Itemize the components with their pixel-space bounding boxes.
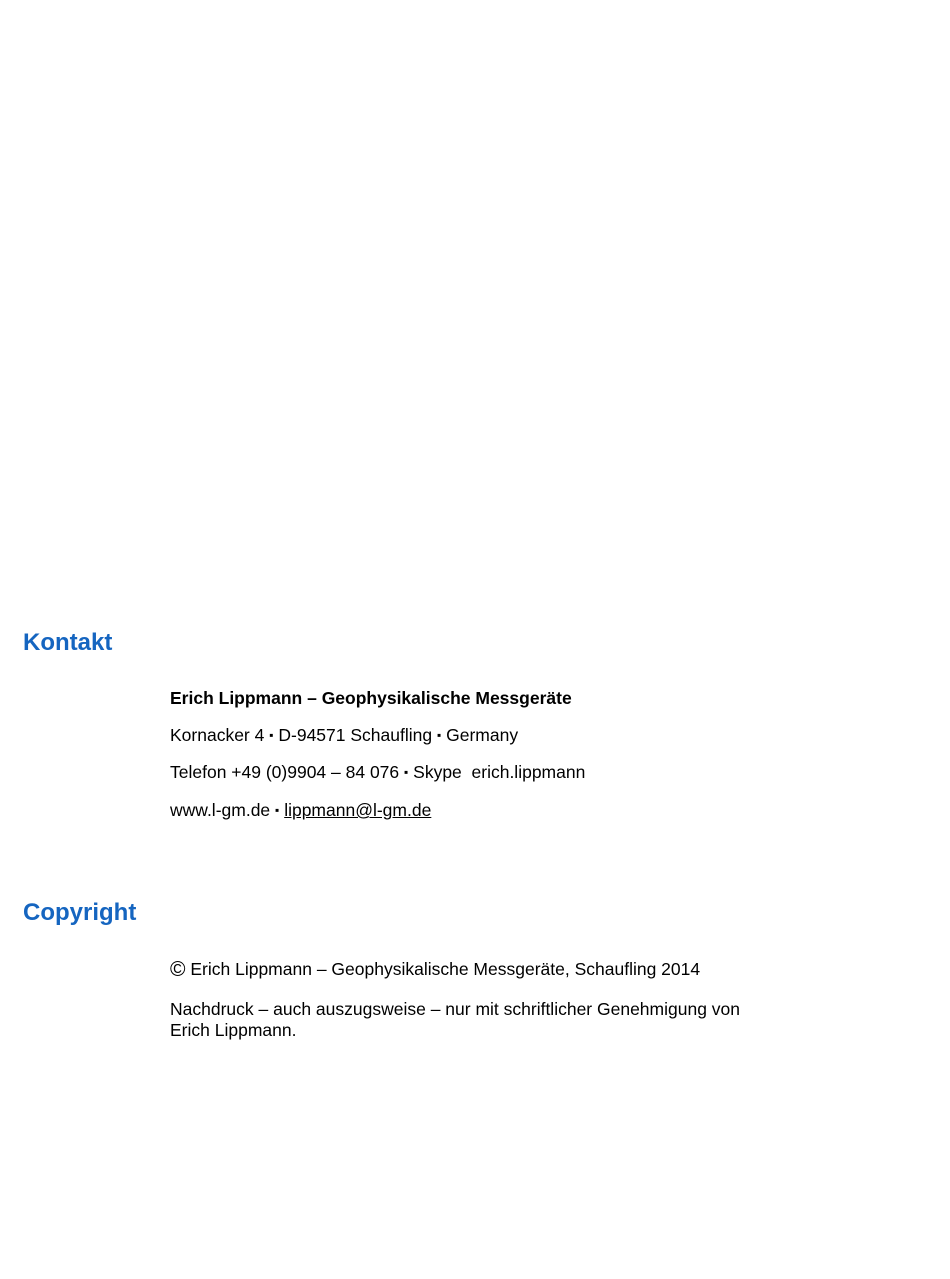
kontakt-heading: Kontakt (23, 629, 113, 656)
skype: Skype erich.lippmann (413, 762, 586, 782)
separator-icon: ▪ (436, 728, 442, 742)
separator-icon: ▪ (275, 803, 280, 817)
postal-city: D-94571 Schaufling (278, 725, 433, 745)
separator-icon: ▪ (404, 765, 409, 779)
street: Kornacker 4 (170, 725, 265, 745)
address-line (170, 725, 518, 746)
reprint-notice: Nachdruck – auch auszugsweise – nur mit schriftlicher Genehmigung von Erich Lippmann. (170, 999, 741, 1040)
phone-line (170, 762, 585, 783)
company-name: Erich Lippmann – Geophysikalische Messgeräte (170, 688, 572, 708)
copyright-text: Erich Lippmann – Geophysikalische Messgeräte, Schaufling 2014 (190, 959, 701, 979)
country: Germany (446, 725, 519, 745)
email-link[interactable]: lippmann@l-gm.de (284, 800, 432, 820)
web-line (170, 800, 431, 821)
separator-icon: ▪ (269, 728, 274, 742)
phone: Telefon +49 (0)9904 – 84 076 (170, 762, 400, 782)
copyright-heading: Copyright (23, 899, 137, 926)
copyright-notice (170, 957, 700, 982)
copyright-symbol: © (170, 958, 186, 981)
website: www.l-gm.de (170, 800, 271, 820)
